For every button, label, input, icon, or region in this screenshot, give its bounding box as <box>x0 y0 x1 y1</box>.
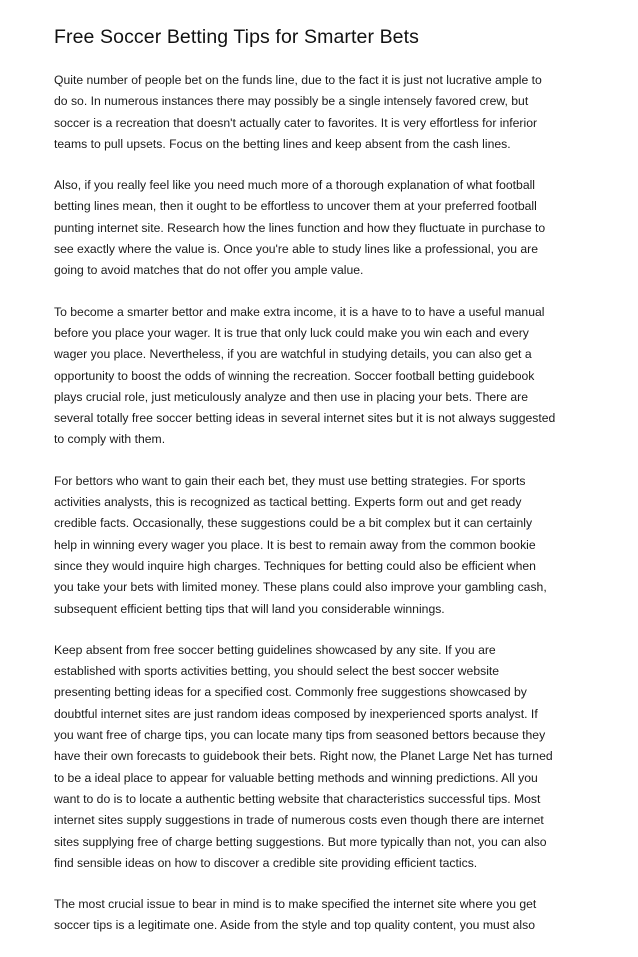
paragraph <box>54 471 594 620</box>
paragraph-line: find sensible ideas on how to discover a credible site providing efficient tactics. <box>54 855 478 870</box>
paragraph-line: For bettors who want to gain their each bet, they must use betting strategies. For sports <box>54 473 526 488</box>
paragraph-line: wager you place. Nevertheless, if you are watchful in studying details, you can also get a <box>54 347 532 362</box>
paragraph-line: To become a smarter bettor and make extra income, it is a have to to have a useful manual <box>54 304 545 319</box>
paragraph-line: before you place your wager. It is true that only luck could make you win each and every <box>54 325 529 340</box>
paragraph-line: several totally free soccer betting ideas in several internet sites but it is not always suggested <box>54 411 556 426</box>
paragraph-line: going to avoid matches that do not offer you ample value. <box>54 263 364 278</box>
paragraph-line: The most crucial issue to bear in mind is to make specified the internet site where you get <box>54 897 537 912</box>
paragraph <box>54 175 594 281</box>
paragraph <box>54 640 594 874</box>
paragraph-line: have their own forecasts to guidebook their bets. Right now, the Planet Large Net has turned <box>54 749 553 764</box>
paragraph-line: activities analysts, this is recognized as tactical betting. Experts form out and get ready <box>54 495 522 510</box>
paragraph <box>54 302 594 451</box>
paragraph-line: soccer is a recreation that doesn't actually cater to favorites. It is very effortless for inferior <box>54 115 538 130</box>
paragraph-line: since they would inquire high charges. Techniques for betting could also be efficient when <box>54 558 536 573</box>
paragraph-line: sites supplying free of charge betting suggestions. But more typically than not, you can also <box>54 834 547 849</box>
paragraph-line: plays crucial role, just meticulously analyze and then use in placing your bets. There are <box>54 389 528 404</box>
paragraph-line: presenting betting ideas for a specified cost. Commonly free suggestions showcased by <box>54 685 527 700</box>
paragraph-line: soccer tips is a legitimate one. Aside from the style and top quality content, you must also <box>54 918 535 933</box>
paragraph-line: Quite number of people bet on the funds line, due to the fact it is just not lucrative ample to <box>54 73 542 87</box>
paragraph-line: subsequent efficient betting tips that will land you considerable winnings. <box>54 601 445 616</box>
paragraph-line: do so. In numerous instances there may possibly be a single intensely favored crew, but <box>54 94 529 109</box>
paragraph-line: teams to pull upsets. Focus on the betting lines and keep absent from the cash lines. <box>54 136 511 151</box>
document-body <box>54 70 594 957</box>
paragraph-line: Also, if you really feel like you need much more of a thorough explanation of what football <box>54 178 536 193</box>
paragraph-line: you want free of charge tips, you can locate many tips from seasoned bettors because they <box>54 728 546 743</box>
paragraph-line: see exactly where the value is. Once you're able to study lines like a professional, you are <box>54 242 538 257</box>
paragraph-line: want to do is to locate a authentic betting website that characteristics successful tips. Most <box>54 791 541 806</box>
paragraph <box>54 70 594 155</box>
paragraph-line: betting lines mean, then it ought to be effortless to uncover them at your preferred football <box>54 199 537 214</box>
paragraph-line: opportunity to boost the odds of winning the recreation. Soccer football betting guidebook <box>54 368 535 383</box>
paragraph-line: to comply with them. <box>54 432 166 447</box>
paragraph-line: to be a ideal place to appear for valuable betting methods and winning predictions. All you <box>54 770 538 785</box>
page-title: Free Soccer Betting Tips for Smarter Bets <box>54 26 419 48</box>
paragraph-line: established with sports activities betting, you should select the best soccer website <box>54 664 500 679</box>
paragraph-line: Keep absent from free soccer betting guidelines showcased by any site. If you are <box>54 642 496 657</box>
paragraph-line: you take your bets with limited money. These plans could also improve your gambling cash, <box>54 580 547 595</box>
paragraph-line: help in winning every wager you place. It is best to remain away from the common bookie <box>54 537 536 552</box>
paragraph-line: punting internet site. Research how the lines function and how they fluctuate in purchase to <box>54 220 546 235</box>
paragraph <box>54 894 594 937</box>
paragraph-line: internet sites supply suggestions in trade of numerous costs even though there are internet <box>54 813 544 828</box>
paragraph-line: doubtful internet sites are just random ideas composed by inexperienced sports analyst. If <box>54 706 538 721</box>
paragraph-line: credible facts. Occasionally, these suggestions could be a bit complex but it can certainly <box>54 516 533 531</box>
